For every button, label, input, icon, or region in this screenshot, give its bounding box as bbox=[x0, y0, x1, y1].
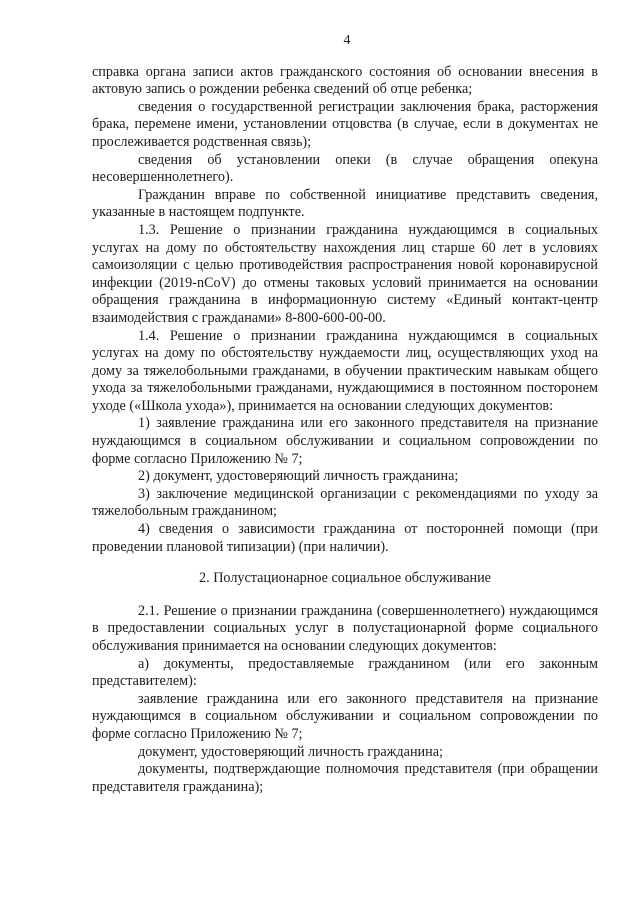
document-page bbox=[92, 32, 598, 796]
paragraph: Гражданин вправе по собственной инициативе представить сведения, указанные в настоящем подпункте. bbox=[92, 186, 598, 221]
paragraph: справка органа записи актов гражданского состояния об основании внесения в актовую запись о рождении ребенка сведений об отце ребенка; bbox=[92, 63, 598, 98]
paragraph: документы, подтверждающие полномочия представителя (при обращении представителя гражданина); bbox=[92, 761, 598, 795]
paragraph: заявление гражданина или его законного представителя на признание нуждающимся в социальном обслуживании и социальном сопровождении по форме согласно Приложению № 7; bbox=[92, 690, 598, 742]
paragraph: сведения о государственной регистрации заключения брака, расторжения брака, перемене имени, установлении отцовства (в случае, если в документах не прослеживается родственная связь); bbox=[92, 98, 598, 150]
paragraph: 2.1. Решение о признании гражданина (совершеннолетнего) нуждающимся в предоставлении социальных услуг в полустационарной форме социального обслуживания принимается на основании следующих документов: bbox=[92, 602, 598, 654]
list-item: 3) заключение медицинской организации с рекомендациями по уходу за тяжелобольным гражданином; bbox=[92, 485, 598, 520]
paragraph: сведения об установлении опеки (в случае обращения опекуна несовершеннолетнего). bbox=[92, 151, 598, 186]
page-number: 4 bbox=[343, 33, 351, 48]
section-heading: 2. Полустационарное социальное обслуживание bbox=[199, 570, 491, 587]
paragraph: 1.4. Решение о признании гражданина нуждающимся в социальных услугах на дому по обстоятельству нуждаемости лиц, осуществляющих уход на дому за тяжелобольными гражданами, в обучении практическим навыкам общего ухода за тяжелобольными гражданами, нуждающимися в постоянном посторонем уходе («Школа ухода»), принимается на основании следующих документов: bbox=[92, 327, 598, 414]
list-item: 1) заявление гражданина или его законного представителя на признание нуждающимся в социальном обслуживании и социальном сопровождении по форме согласно Приложению № 7; bbox=[92, 415, 598, 467]
paragraph: а) документы, предоставляемые гражданином (или его законным представителем): bbox=[92, 655, 598, 690]
list-item: 2) документ, удостоверяющий личность гражданина; bbox=[138, 468, 459, 485]
paragraph: документ, удостоверяющий личность гражданина; bbox=[138, 743, 443, 760]
list-item: 4) сведения о зависимости гражданина от посторонней помощи (при проведении плановой типизации) (при наличии). bbox=[92, 521, 598, 555]
paragraph: 1.3. Решение о признании гражданина нуждающимся в социальных услугах на дому по обстоятельству нахождения лиц старше 60 лет в условиях самоизоляции с целью противодействия распространения новой коронавирусной инфекции (2019-nCoV) до отмены таковых условий принимается на основании обращения гражданина в информационную систему «Единый контакт-центр взаимодействия с гражданами» 8-800-600-00-00. bbox=[92, 221, 598, 326]
